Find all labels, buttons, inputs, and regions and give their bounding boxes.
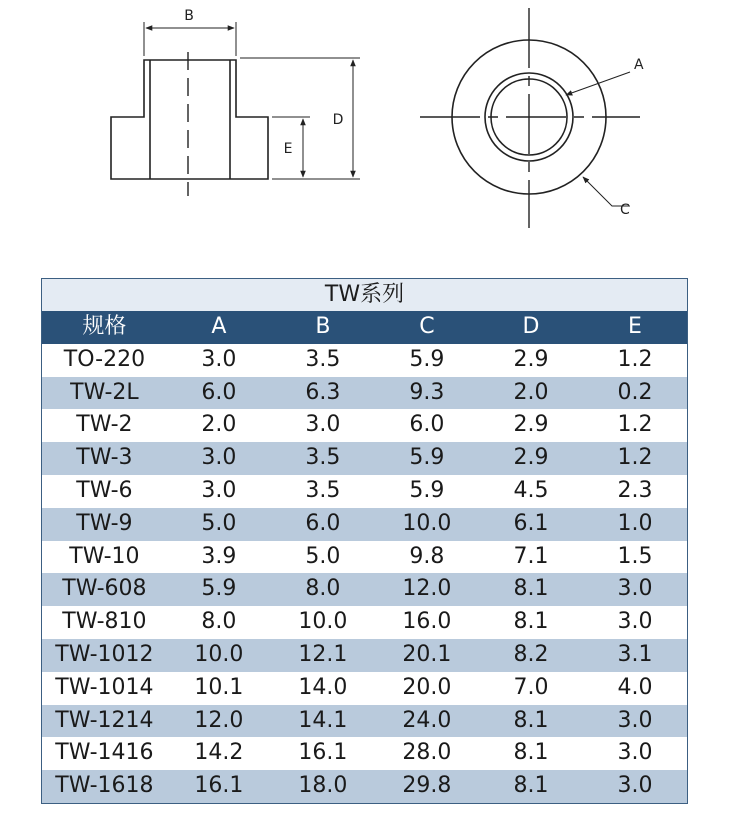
value-cell: 3.0: [305, 412, 341, 438]
value-cell: 14.1: [298, 707, 348, 733]
model-cell: TW-1214: [55, 707, 154, 733]
value-cell: 5.0: [305, 543, 341, 569]
value-cell: 6.0: [409, 412, 445, 438]
model-cell: TW-1416: [55, 740, 154, 766]
value-cell: 16.0: [402, 609, 452, 635]
table-title: TW系列: [42, 279, 687, 311]
value-cell: 24.0: [402, 707, 452, 733]
spec-table: [41, 278, 688, 804]
value-cell: 2.9: [513, 445, 549, 471]
value-cell: 14.0: [298, 674, 348, 700]
value-cell: 10.0: [402, 510, 452, 536]
value-cell: 12.0: [402, 576, 452, 602]
value-cell: 10.0: [298, 609, 348, 635]
table-row: [42, 344, 687, 377]
table-row: [42, 442, 687, 475]
value-cell: 6.1: [513, 510, 549, 536]
table-row: [42, 606, 687, 639]
value-cell: 3.0: [201, 346, 237, 372]
table-row: [42, 770, 687, 803]
table-body: [42, 344, 687, 803]
model-cell: TW-1012: [55, 641, 154, 667]
value-cell: 8.1: [513, 609, 549, 635]
value-cell: 12.1: [298, 641, 348, 667]
value-cell: 1.2: [617, 412, 653, 438]
model-cell: TW-1618: [55, 773, 154, 799]
value-cell: 6.0: [201, 379, 237, 405]
value-cell: 5.9: [409, 346, 445, 372]
value-cell: 5.0: [201, 510, 237, 536]
value-cell: 10.0: [194, 641, 244, 667]
value-cell: 8.1: [513, 707, 549, 733]
technical-drawing: [0, 0, 731, 250]
value-cell: 5.9: [409, 477, 445, 503]
value-cell: 16.1: [194, 773, 244, 799]
value-cell: 8.1: [513, 576, 549, 602]
model-cell: TW-1014: [55, 674, 154, 700]
value-cell: 20.1: [402, 641, 452, 667]
table-row: [42, 508, 687, 541]
value-cell: 5.9: [201, 576, 237, 602]
value-cell: 8.1: [513, 773, 549, 799]
value-cell: 8.0: [305, 576, 341, 602]
value-cell: 3.9: [201, 543, 237, 569]
model-cell: TO-220: [63, 346, 146, 372]
header-cell: B: [315, 314, 331, 339]
table-row: [42, 672, 687, 705]
model-cell: TW-810: [62, 609, 147, 635]
model-cell: TW-2L: [70, 379, 139, 405]
value-cell: 8.0: [201, 609, 237, 635]
value-cell: 6.0: [305, 510, 341, 536]
table-row: [42, 409, 687, 442]
table-row: [42, 705, 687, 738]
value-cell: 3.0: [201, 477, 237, 503]
header-cell: A: [211, 314, 227, 339]
value-cell: 1.2: [617, 445, 653, 471]
value-cell: 1.5: [617, 543, 653, 569]
value-cell: 9.8: [409, 543, 445, 569]
value-cell: 3.5: [305, 346, 341, 372]
value-cell: 5.9: [409, 445, 445, 471]
model-cell: TW-9: [76, 510, 133, 536]
value-cell: 8.2: [513, 641, 549, 667]
table-row: [42, 573, 687, 606]
value-cell: 16.1: [298, 740, 348, 766]
value-cell: 2.9: [513, 412, 549, 438]
value-cell: 4.0: [617, 674, 653, 700]
label-c: C: [620, 202, 630, 218]
value-cell: 1.2: [617, 346, 653, 372]
value-cell: 1.0: [617, 510, 653, 536]
header-cell: C: [419, 314, 435, 339]
table-row: [42, 737, 687, 770]
label-e: E: [283, 141, 293, 157]
model-cell: TW-2: [76, 412, 133, 438]
value-cell: 2.0: [201, 412, 237, 438]
model-cell: TW-608: [62, 576, 147, 602]
value-cell: 3.0: [201, 445, 237, 471]
header-cell: 规格: [82, 314, 127, 339]
value-cell: 12.0: [194, 707, 244, 733]
model-cell: TW-3: [76, 445, 133, 471]
value-cell: 2.0: [513, 379, 549, 405]
value-cell: 14.2: [194, 740, 244, 766]
value-cell: 7.0: [513, 674, 549, 700]
value-cell: 18.0: [298, 773, 348, 799]
side-view: [111, 22, 360, 196]
value-cell: 3.0: [617, 609, 653, 635]
value-cell: 3.0: [617, 740, 653, 766]
value-cell: 3.5: [305, 477, 341, 503]
model-cell: TW-10: [69, 543, 140, 569]
value-cell: 2.3: [617, 477, 653, 503]
table-row: [42, 639, 687, 672]
value-cell: 3.0: [617, 773, 653, 799]
value-cell: 9.3: [409, 379, 445, 405]
label-b: B: [184, 8, 194, 24]
table-row: [42, 541, 687, 574]
value-cell: 28.0: [402, 740, 452, 766]
value-cell: 0.2: [617, 379, 653, 405]
value-cell: 6.3: [305, 379, 341, 405]
table-row: [42, 475, 687, 508]
value-cell: 2.9: [513, 346, 549, 372]
value-cell: 20.0: [402, 674, 452, 700]
header-cell: D: [522, 314, 540, 339]
table-row: [42, 377, 687, 410]
value-cell: 3.0: [617, 576, 653, 602]
value-cell: 7.1: [513, 543, 549, 569]
model-cell: TW-6: [76, 477, 133, 503]
label-a: A: [634, 57, 644, 73]
value-cell: 29.8: [402, 773, 452, 799]
top-view: [420, 8, 640, 228]
value-cell: 3.1: [617, 641, 653, 667]
value-cell: 3.0: [617, 707, 653, 733]
header-cell: E: [628, 314, 642, 339]
table-header-row: [42, 311, 687, 344]
value-cell: 4.5: [513, 477, 549, 503]
value-cell: 10.1: [194, 674, 244, 700]
value-cell: 8.1: [513, 740, 549, 766]
value-cell: 3.5: [305, 445, 341, 471]
label-d: D: [332, 112, 344, 128]
